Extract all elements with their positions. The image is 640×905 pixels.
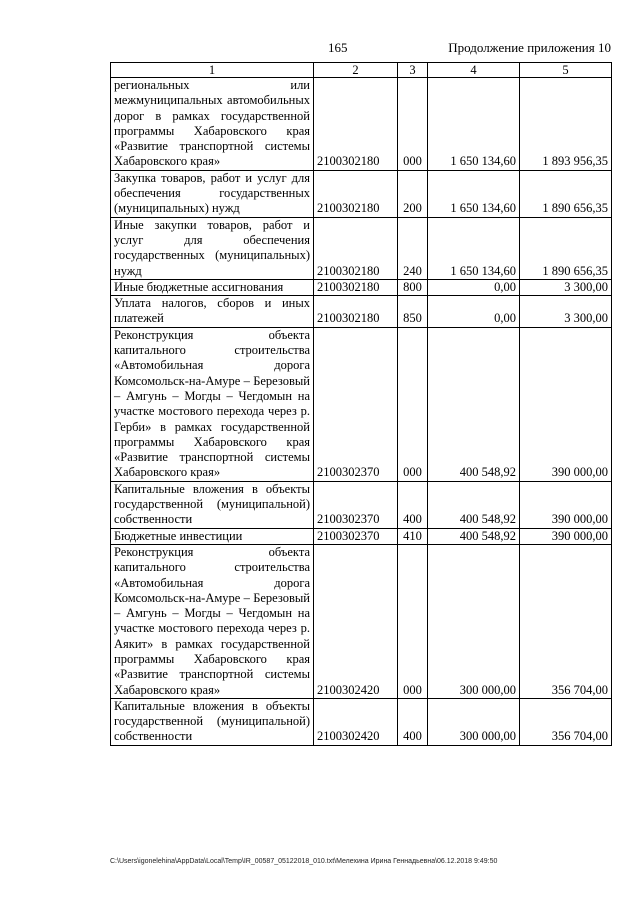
row-name: региональных или межмуниципальных автомобильных дорог в рамках государственной программы Хабаровского края «Развитие транспортной системы Хабаровского края» [111,78,314,171]
row-value-2: 390 000,00 [520,327,612,481]
row-value-1: 400 548,92 [428,327,520,481]
row-value-2: 390 000,00 [520,528,612,544]
row-value-2: 3 300,00 [520,296,612,328]
row-name: Закупка товаров, работ и услуг для обеспечения государственных (муниципальных) нужд [111,170,314,217]
budget-table [110,62,612,746]
continuation-label: Продолжение приложения 10 [448,40,611,55]
file-path-footer: C:\Users\igonelehina\AppData\Local\Temp\IR_00587_05122018_010.txt\Мелехина Ирина Геннадьевна\06.12.2018 9:49:50 [110,858,498,865]
table-row [111,481,612,528]
row-code: 2100302420 [314,698,398,745]
row-code: 2100302180 [314,217,398,279]
row-code: 2100302420 [314,544,398,698]
row-code: 2100302370 [314,481,398,528]
row-value-2: 3 300,00 [520,279,612,295]
table-row [111,544,612,698]
row-type: 240 [398,217,428,279]
table-row [111,279,612,295]
row-name: Реконструкция объекта капитального строительства «Автомобильная дорога Комсомольск-на-Амуре – Березовый – Амгунь – Могды – Чегдомын на участке мостового перехода через р. Аякит» в рамках государственной программы Хабаровского края «Развитие транспортной системы Хабаровского края» [111,544,314,698]
page-number: 165 [328,40,348,55]
row-name: Капитальные вложения в объекты государственной (муниципальной) собственности [111,481,314,528]
row-type: 000 [398,78,428,171]
row-value-2: 356 704,00 [520,544,612,698]
row-value-1: 400 548,92 [428,481,520,528]
row-name: Уплата налогов, сборов и иных платежей [111,296,314,328]
table-header-row [111,63,612,78]
table-row [111,296,612,328]
row-value-1: 1 650 134,60 [428,78,520,171]
table-row [111,78,612,171]
row-name: Иные закупки товаров, работ и услуг для обеспечения государственных (муниципальных) нужд [111,217,314,279]
row-name: Иные бюджетные ассигнования [111,279,314,295]
table-row [111,327,612,481]
column-header: 2 [314,63,398,78]
row-value-2: 1 893 956,35 [520,78,612,171]
row-code: 2100302180 [314,279,398,295]
row-type: 400 [398,698,428,745]
row-type: 410 [398,528,428,544]
column-header: 3 [398,63,428,78]
table-row [111,528,612,544]
row-value-1: 400 548,92 [428,528,520,544]
row-value-1: 1 650 134,60 [428,170,520,217]
column-header: 4 [428,63,520,78]
table-row [111,698,612,745]
row-value-2: 1 890 656,35 [520,170,612,217]
row-code: 2100302370 [314,327,398,481]
row-name: Капитальные вложения в объекты государственной (муниципальной) собственности [111,698,314,745]
row-type: 000 [398,544,428,698]
row-value-2: 356 704,00 [520,698,612,745]
row-type: 800 [398,279,428,295]
row-value-1: 300 000,00 [428,544,520,698]
row-value-2: 390 000,00 [520,481,612,528]
row-value-1: 300 000,00 [428,698,520,745]
row-name: Реконструкция объекта капитального строительства «Автомобильная дорога Комсомольск-на-Амуре – Березовый – Амгунь – Могды – Чегдомын на участке мостового перехода через р. Герби» в рамках государственной программы Хабаровского края «Развитие транспортной системы Хабаровского края» [111,327,314,481]
row-code: 2100302370 [314,528,398,544]
row-value-1: 0,00 [428,296,520,328]
row-type: 850 [398,296,428,328]
row-type: 000 [398,327,428,481]
row-value-1: 1 650 134,60 [428,217,520,279]
table-row [111,170,612,217]
row-name: Бюджетные инвестиции [111,528,314,544]
column-header: 5 [520,63,612,78]
row-code: 2100302180 [314,296,398,328]
row-value-2: 1 890 656,35 [520,217,612,279]
row-code: 2100302180 [314,170,398,217]
row-type: 200 [398,170,428,217]
column-header: 1 [111,63,314,78]
row-type: 400 [398,481,428,528]
row-value-1: 0,00 [428,279,520,295]
table-row [111,217,612,279]
row-code: 2100302180 [314,78,398,171]
